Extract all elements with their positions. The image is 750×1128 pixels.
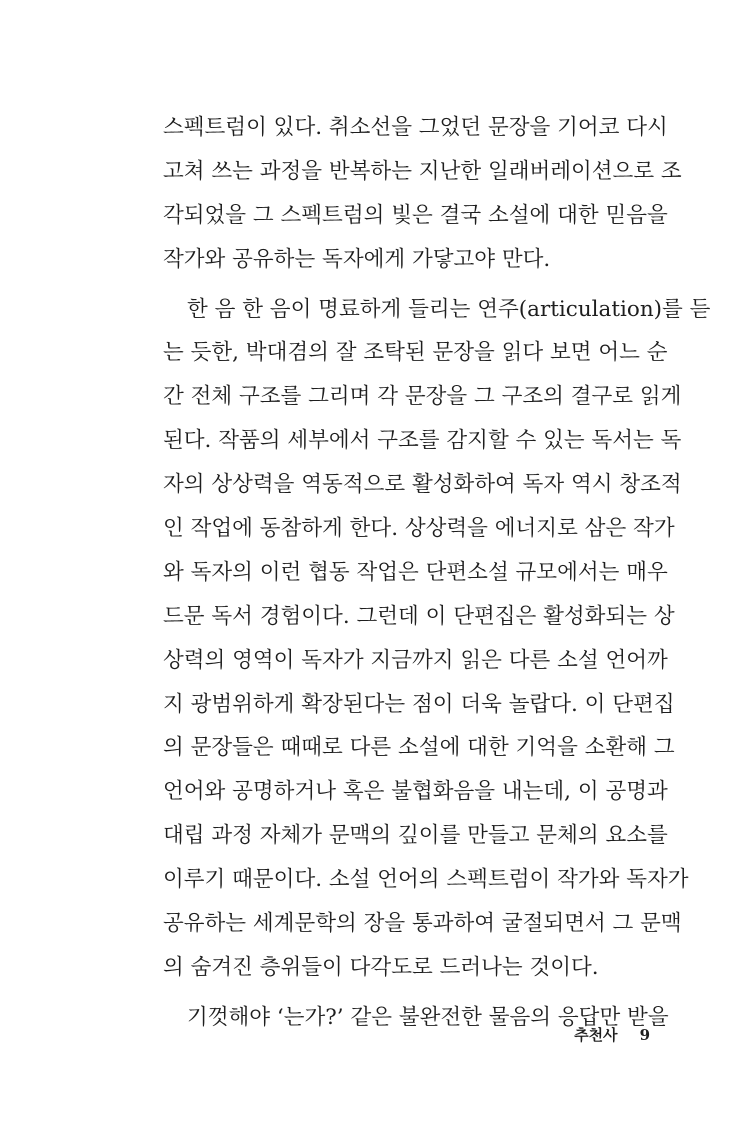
paragraph-1: [163, 106, 682, 282]
text-line: 인 작업에 동참하게 한다. 상상력을 에너지로 삼은 작가: [163, 516, 675, 542]
text-line: 공유하는 세계문학의 장을 통과하여 굴절되면서 그 문맥: [163, 911, 682, 937]
text-line: 대립 과정 자체가 문맥의 깊이를 만들고 문체의 요소를: [163, 823, 668, 849]
text-line: 기껏해야 ‘는가?’ 같은 불완전한 물음의 응답만 받을: [187, 1004, 669, 1030]
page-number: 9: [639, 1026, 650, 1044]
text-line: 각되었을 그 스펙트럼의 빛은 결국 소설에 대한 믿음을: [163, 202, 668, 228]
text-line: 자의 상상력을 역동적으로 활성화하여 독자 역시 창조적: [163, 472, 682, 498]
page-footer: [574, 1024, 650, 1045]
text-line: 한 음 한 음이 명료하게 들리는 연주(articulation)를 듣: [187, 296, 711, 322]
text-line: 스펙트럼이 있다. 취소선을 그었던 문장을 기어코 다시: [163, 115, 668, 140]
text-line: 드문 독서 경험이다. 그런데 이 단편집은 활성화되는 상: [163, 603, 675, 629]
text-line: 고쳐 쓰는 과정을 반복하는 지난한 일래버레이션으로 조: [163, 158, 682, 184]
text-line: 의 문장들은 때때로 다른 소설에 대한 기억을 소환해 그: [163, 735, 675, 761]
text-line: 의 숨겨진 층위들이 다각도로 드러나는 것이다.: [163, 954, 599, 980]
body-text: [163, 106, 711, 1040]
paragraph-2: [163, 288, 711, 990]
text-line: 지 광범위하게 확장된다는 점이 더욱 놀랍다. 이 단편집: [163, 691, 675, 717]
text-line: 된다. 작품의 세부에서 구조를 감지할 수 있는 독서는 독: [163, 428, 682, 454]
text-line: 이루기 때문이다. 소설 언어의 스펙트럼이 작가와 독자가: [163, 867, 689, 893]
running-footer-title: 추천사: [574, 1026, 618, 1044]
text-line: 와 독자의 이런 협동 작업은 단편소설 규모에서는 매우: [163, 559, 668, 585]
text-line: 작가와 공유하는 독자에게 가닿고야 만다.: [163, 246, 551, 272]
text-line: 는 듯한, 박대겸의 잘 조탁된 문장을 읽다 보면 어느 순: [163, 340, 668, 366]
text-line: 간 전체 구조를 그리며 각 문장을 그 구조의 결구로 읽게: [163, 384, 682, 410]
text-line: 상력의 영역이 독자가 지금까지 읽은 다른 소설 언어까: [163, 647, 668, 673]
text-line: 언어와 공명하거나 혹은 불협화음을 내는데, 이 공명과: [163, 779, 668, 805]
